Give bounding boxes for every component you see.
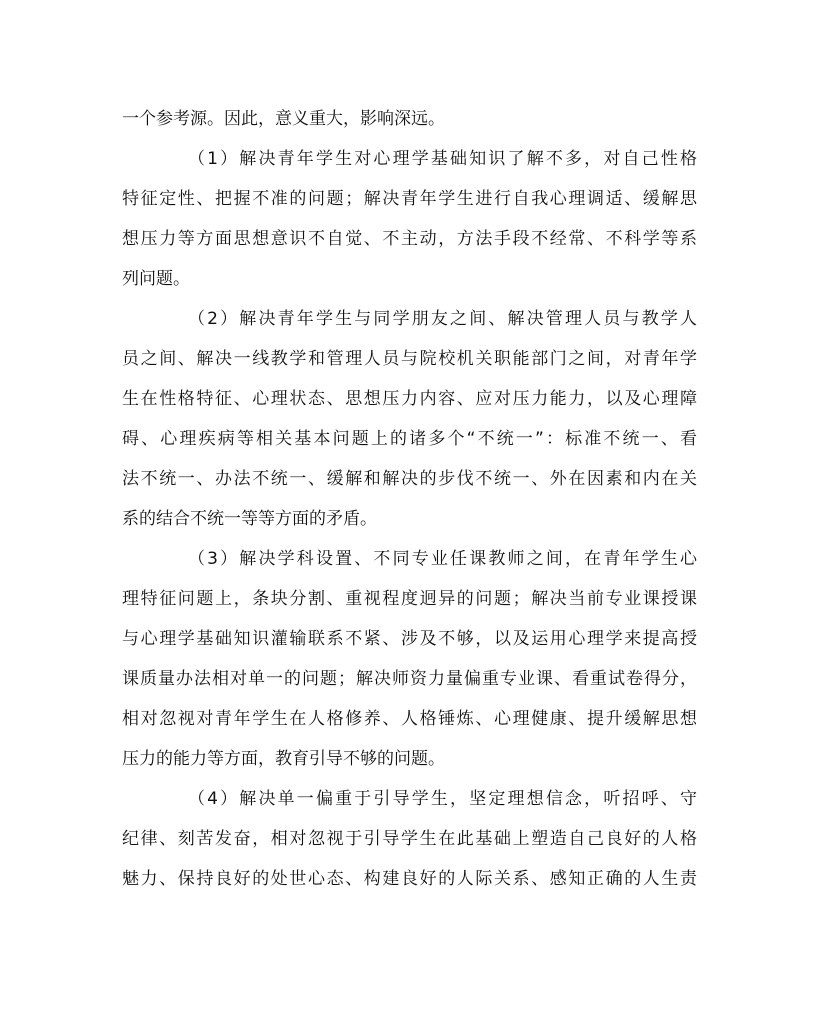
text-line: 系的结合不统一等等方面的矛盾。 bbox=[122, 509, 377, 529]
paragraph-first-line: （1）解决青年学生对心理学基础知识了解不多，对自己性格 bbox=[188, 149, 697, 169]
text-line: 列问题。 bbox=[122, 269, 190, 289]
text-line: 压力的能力等方面，教育引导不够的问题。 bbox=[122, 749, 445, 769]
body-text bbox=[122, 99, 697, 899]
text-line: 纪律、刻苦发奋，相对忽视于引导学生在此基础上塑造自己良好的人格 bbox=[122, 829, 697, 849]
text-line: 生在性格特征、心理状态、思想压力内容、应对压力能力，以及心理障 bbox=[122, 389, 697, 409]
text-line: 法不统一、办法不统一、缓解和解决的步伐不统一、外在因素和内在关 bbox=[122, 469, 697, 489]
text-line: 相对忽视对青年学生在人格修养、人格锤炼、心理健康、提升缓解思想 bbox=[122, 709, 697, 729]
paragraph-first-line: （4）解决单一偏重于引导学生，坚定理想信念，听招呼、守 bbox=[188, 789, 697, 809]
text-line: 一个参考源。因此，意义重大，影响深远。 bbox=[122, 109, 445, 129]
text-line: 课质量办法相对单一的问题；解决师资力量偏重专业课、看重试卷得分， bbox=[122, 669, 697, 689]
text-line: 理特征问题上，条块分割、重视程度迥异的问题；解决当前专业课授课 bbox=[122, 589, 697, 609]
text-line: 碍、心理疾病等相关基本问题上的诸多个“不统一”：标准不统一、看 bbox=[122, 429, 697, 449]
text-line: 与心理学基础知识灌输联系不紧、涉及不够，以及运用心理学来提高授 bbox=[122, 629, 697, 649]
text-line: 员之间、解决一线教学和管理人员与院校机关职能部门之间，对青年学 bbox=[122, 349, 697, 369]
text-line: 魅力、保持良好的处世心态、构建良好的人际关系、感知正确的人生责 bbox=[122, 869, 697, 889]
text-line: 特征定性、把握不准的问题；解决青年学生进行自我心理调适、缓解思 bbox=[122, 189, 697, 209]
paragraph-first-line: （3）解决学科设置、不同专业任课教师之间，在青年学生心 bbox=[188, 549, 697, 569]
paragraph-first-line: （2）解决青年学生与同学朋友之间、解决管理人员与教学人 bbox=[188, 309, 697, 329]
text-line: 想压力等方面思想意识不自觉、不主动，方法手段不经常、不科学等系 bbox=[122, 229, 697, 249]
